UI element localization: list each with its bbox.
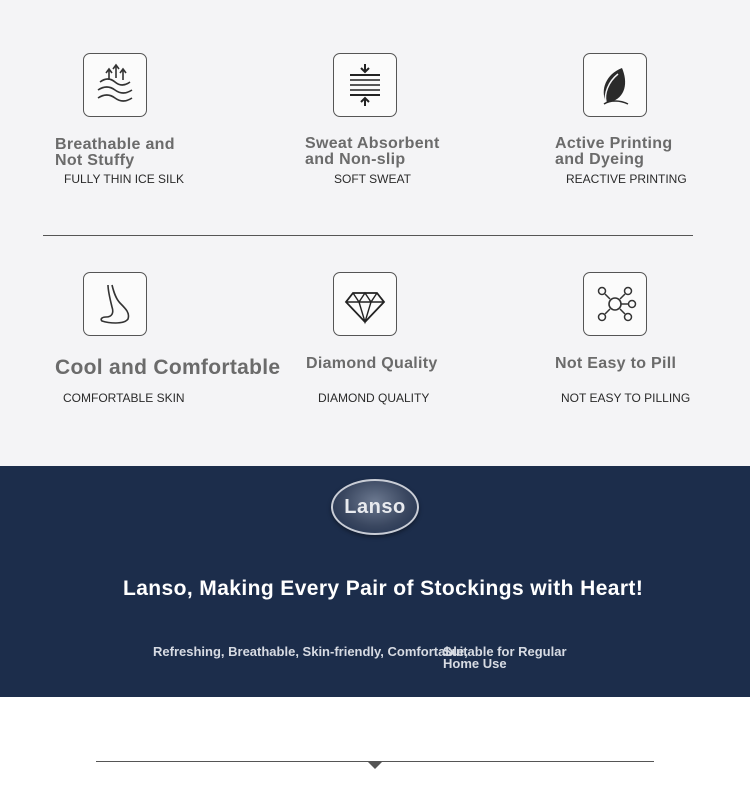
brand-slogan: Lanso, Making Every Pair of Stockings with Heart!: [123, 577, 644, 600]
molecule-icon: [583, 272, 647, 336]
feature-subtitle-pill: NOT EASY TO PILLING: [561, 391, 691, 405]
feature-subtitle-sweat: SOFT SWEAT: [334, 172, 411, 186]
bottom-section: [0, 697, 750, 797]
section-divider: [43, 235, 693, 236]
foot-icon: [83, 272, 147, 336]
tagline-left: Refreshing, Breathable, Skin-friendly, Comfortable,: [153, 644, 468, 659]
feature-title-sweat: Sweat Absorbent and Non-slip: [305, 135, 440, 168]
feature-subtitle-printing: REACTIVE PRINTING: [566, 172, 687, 186]
feature-subtitle-diamond: DIAMOND QUALITY: [318, 391, 430, 405]
breathable-waves-icon: [83, 53, 147, 117]
feature-title-pill: Not Easy to Pill: [555, 355, 677, 372]
brand-logo-text: Lanso: [344, 495, 406, 518]
feature-title-breathable: Breathable and Not Stuffy: [55, 136, 175, 169]
feature-title-diamond: Diamond Quality: [306, 355, 438, 372]
leaf-icon: [583, 53, 647, 117]
feature-title-cool: Cool and Comfortable: [55, 356, 281, 379]
tagline-right: Suitable for Regular Home Use: [443, 644, 567, 671]
diamond-icon: [333, 272, 397, 336]
down-arrow-icon: [367, 761, 383, 769]
feature-subtitle-breathable: FULLY THIN ICE SILK: [64, 172, 185, 186]
feature-title-printing: Active Printing and Dyeing: [555, 135, 673, 168]
feature-subtitle-cool: COMFORTABLE SKIN: [63, 391, 185, 405]
sweat-absorb-icon: [333, 53, 397, 117]
brand-logo: [331, 479, 419, 535]
